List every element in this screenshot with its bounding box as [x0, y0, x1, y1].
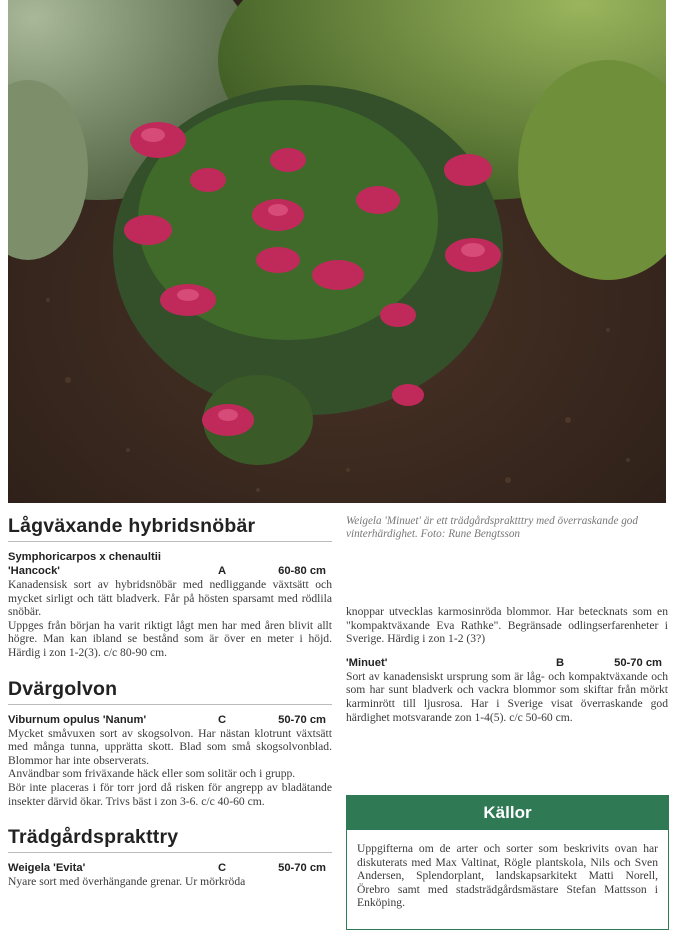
right-column [346, 515, 668, 724]
plant-height: 50-70 cm [278, 713, 326, 726]
cultivar-row-evita [8, 861, 332, 875]
description-text: Uppges från början ha varit riktigt lågt men har med åren blivit allt högre. Man kan ibland se bestånd som är över en meter i höjd. Härdig i zon 1-2(3). c/c 80-90 cm. [8, 618, 332, 659]
heading-lagvaxande-hybridsnobar: Lågväxande hybridsnöbär [8, 515, 332, 542]
cultivar-name: 'Hancock' [8, 565, 60, 577]
photo-caption: Weigela 'Minuet' är ett trädgårdspraktttry med överraskande god vinterhärdighet. Foto: Rune Bengtsson [346, 515, 638, 540]
cultivar-name: 'Minuet' [346, 656, 388, 669]
zone-class: C [218, 862, 227, 875]
sources-box [346, 795, 669, 930]
left-column [8, 515, 332, 889]
heading-dvargolvon: Dvärgolvon [8, 678, 332, 705]
sources-text: Uppgifterna om de arter och sorter som beskrivits ovan har diskuterats med Max Valtinat, Rögle plantskola, Nils och Sven Andersen, Splendorplant, landskapsarkitekt Matti Norell, Örebro samt med stadsträdgårdsmästare Stefan Mattsson i Enköping. [357, 842, 658, 910]
cultivar-row-hancock [8, 564, 332, 578]
cultivar-name: Viburnum opulus 'Nanum' [8, 713, 147, 726]
description-text: Mycket småvuxen sort av skogsolvon. Har nästan klotrunt växtsätt med många tunna, upprätta skott. Blad som små skogsolvonblad. Blommor har inte observerats. [8, 726, 332, 767]
cultivar-row-nanum [8, 713, 332, 727]
cultivar-row-minuet [346, 656, 668, 670]
description-text: knoppar utvecklas karmosinröda blommor. Har betecknats som en "kompaktväxande Eva Rathke". Begränsade odlingserfarenheter i Sverige. Härdig i zon 1-2 (3?) [346, 605, 668, 646]
description-text: Bör inte placeras i för torr jord då risken för angrepp av bladätande insekter därvid ökar. Trivs bäst i zon 3-6. c/c 40-60 cm. [8, 780, 332, 808]
description-text: Sort av kanadensiskt ursprung som är låg- och kompaktväxande och som har sunt bladverk och vackra blommor som skiftar från mörkt karminrött till ljusrosa. Har i Sverige visat överraskande god härdighet motsvarande zon 1-4(5). c/c 50-60 cm. [346, 669, 668, 724]
description-text: Nyare sort med överhängande grenar. Ur mörkröda [8, 875, 246, 889]
photo-illustration [8, 0, 666, 503]
zone-class: B [556, 656, 565, 669]
description-text: Användbar som friväxande häck eller som solitär och i grupp. [8, 767, 296, 781]
heading-tradgardsprakttry: Trädgårdsprakttry [8, 826, 332, 853]
zone-class: A [218, 565, 227, 577]
plant-height: 50-70 cm [614, 656, 662, 669]
weigela-photo [8, 0, 666, 503]
zone-class: C [218, 713, 227, 726]
sources-heading: Källor [347, 796, 668, 830]
plant-height: 50-70 cm [278, 862, 326, 875]
latin-name: Symphoricarpos x chenaultii [8, 551, 161, 563]
cultivar-name: Weigela 'Evita' [8, 862, 86, 875]
plant-height: 60-80 cm [278, 565, 326, 577]
description-text: Kanadensisk sort av hybridsnöbär med nedliggande växtsätt och mycket sirligt och tätt bladverk. Får på hösten sparsamt med rödlila snöbär. [8, 578, 332, 619]
